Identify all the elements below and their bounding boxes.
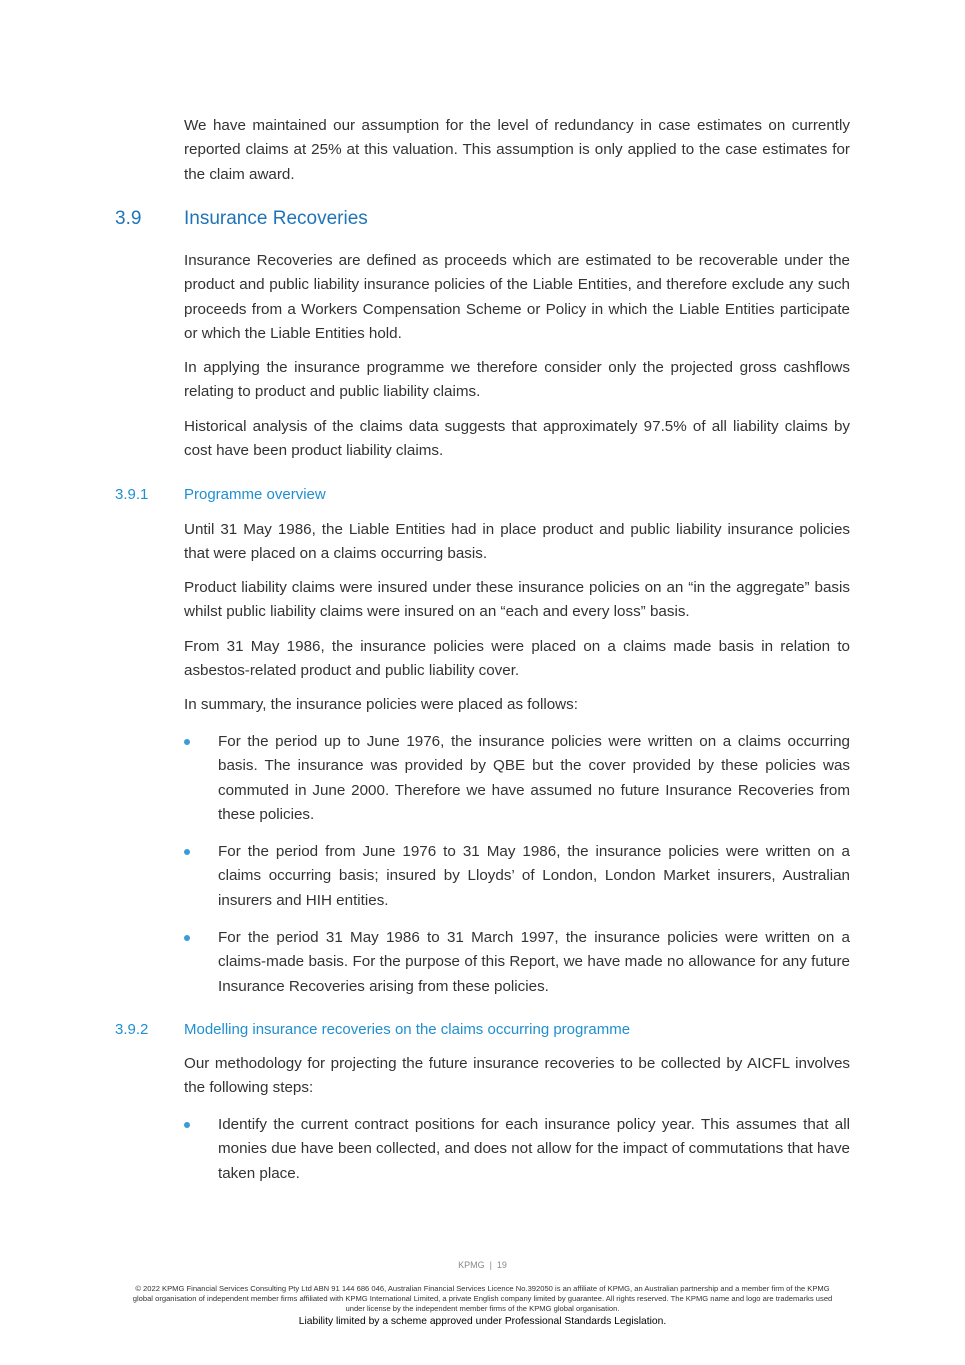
- legal-notice: © 2022 KPMG Financial Services Consulting Pty Ltd ABN 91 144 686 046, Australian Financial Services Licence No.392050 is an affiliate of KPMG, an Australian partnership and a member firm of the KPMG global organisation of independent member firms affiliated with KPMG International Limited, a private English company limited by guarantee. All rights reserved. The KPMG name and logo are trademarks used under license by the independent member firms of the KPMG global organisation.: [132, 1284, 833, 1313]
- page-number: KPMG | 19: [458, 1260, 507, 1270]
- subsection-number: 3.9.1: [115, 486, 149, 503]
- section-3-9-paragraph: [184, 356, 850, 405]
- intro-paragraph: We have maintained our assumption for the level of redundancy in case estimates on currently reported claims at 25% at this valuation. This assumption is only applied to the case estimates for the claim award.: [184, 117, 850, 183]
- section-3-9-1-paragraph: [184, 635, 850, 684]
- paragraph: Product liability claims were insured under these insurance policies on an “in the aggregate” basis whilst public liability claims were insured on an “each and every loss” basis.: [184, 579, 850, 621]
- bullet-icon: [184, 935, 190, 941]
- paragraph: Our methodology for projecting the future insurance recoveries to be collected by AICFL involves the following steps:: [184, 1055, 850, 1097]
- section-3-9-2-paragraph: [184, 1052, 850, 1101]
- intro-block: [184, 114, 850, 187]
- paragraph: Until 31 May 1986, the Liable Entities had in place product and public liability insurance policies that were placed on a claims occurring basis.: [184, 521, 850, 563]
- section-3-9-1-paragraph: [184, 576, 850, 625]
- list-item: [184, 926, 850, 999]
- paragraph: In summary, the insurance policies were placed as follows:: [184, 696, 578, 713]
- list-item: [184, 840, 850, 913]
- list-item: [184, 730, 850, 828]
- section-3-9-1-paragraph: [184, 693, 850, 717]
- paragraph: From 31 May 1986, the insurance policies were placed on a claims made basis in relation to asbestos-related product and public liability cover.: [184, 638, 850, 680]
- paragraph: Historical analysis of the claims data suggests that approximately 97.5% of all liability claims by cost have been product liability claims.: [184, 418, 850, 460]
- subsection-number: 3.9.2: [115, 1021, 149, 1038]
- liability-notice: Liability limited by a scheme approved under Professional Standards Legislation.: [298, 1316, 667, 1327]
- section-3-9-1-paragraph: [184, 518, 850, 567]
- list-item-text: For the period 31 May 1986 to 31 March 1997, the insurance policies were written on a claims-made basis. For the purpose of this Report, we have made no allowance for any future Insurance Recoveries arising from these policies.: [218, 929, 850, 995]
- paragraph: In applying the insurance programme we therefore consider only the projected gross cashflows relating to product and public liability claims.: [184, 359, 850, 401]
- section-number: 3.9: [115, 208, 142, 229]
- list-item-text: For the period from June 1976 to 31 May 1986, the insurance policies were written on a claims occurring basis; insured by Lloyds’ of London, London Market insurers, Australian insurers and HIH entities.: [218, 843, 850, 909]
- list-item-text: Identify the current contract positions for each insurance policy year. This assumes that all monies due have been collected, and does not allow for the impact of commutations that have taken place.: [218, 1116, 850, 1182]
- section-title: Insurance Recoveries: [184, 208, 368, 229]
- bullet-icon: [184, 739, 190, 745]
- subsection-title: Programme overview: [184, 486, 326, 503]
- section-3-9-paragraph: [184, 415, 850, 464]
- bullet-icon: [184, 849, 190, 855]
- paragraph: Insurance Recoveries are defined as proceeds which are estimated to be recoverable under the product and public liability insurance policies of the Liable Entities, and therefore exclude any such proceeds from a Workers Compensation Scheme or Policy in which the Liable Entities participate or which the Liable Entities hold.: [184, 252, 850, 343]
- bullet-icon: [184, 1122, 190, 1128]
- subsection-title: Modelling insurance recoveries on the claims occurring programme: [184, 1021, 631, 1038]
- list-item-text: For the period up to June 1976, the insurance policies were written on a claims occurring basis. The insurance was provided by QBE but the cover provided by these policies was commuted in June 2000. Therefore we have assumed no future Insurance Recoveries from these policies.: [218, 733, 850, 824]
- list-item: [184, 1113, 850, 1186]
- section-3-9-paragraph: [184, 249, 850, 347]
